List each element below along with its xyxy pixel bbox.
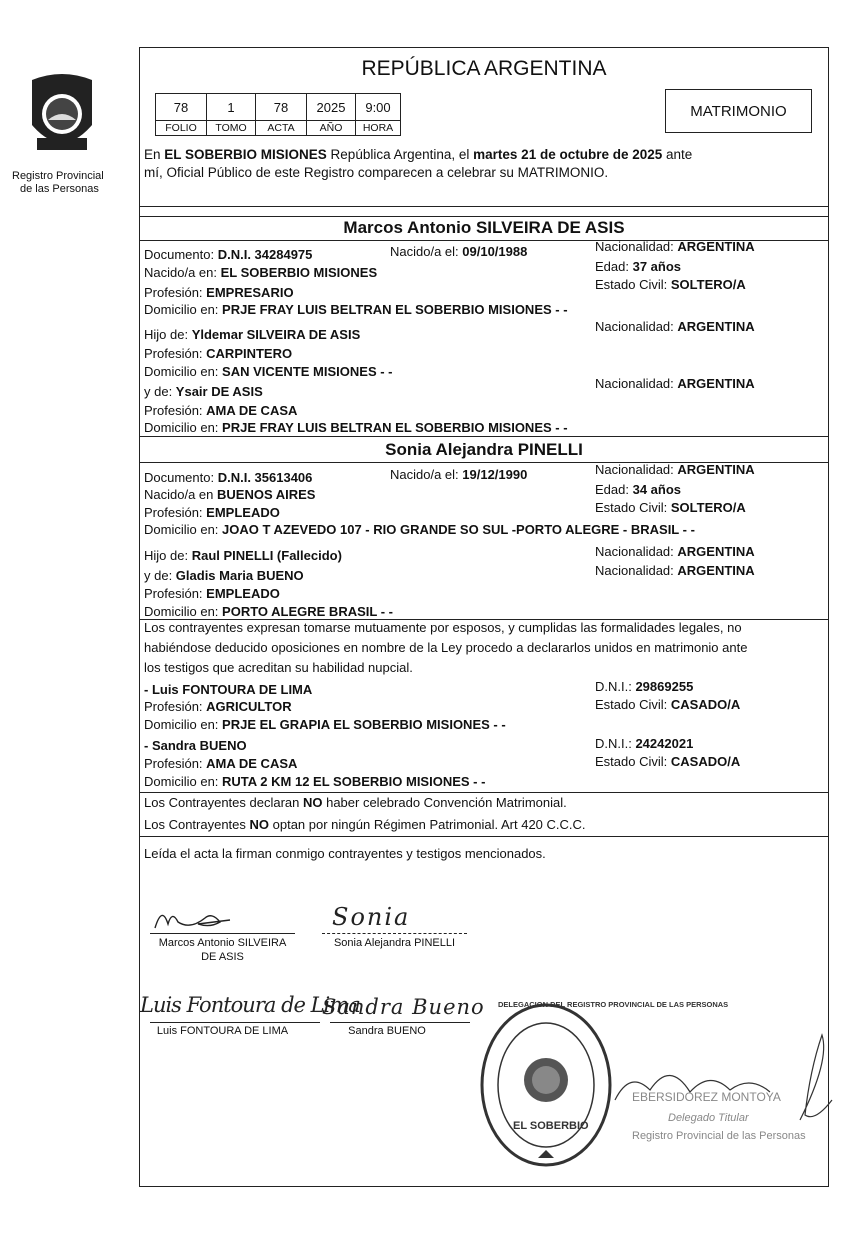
groom-address: Domicilio en: PRJE FRAY LUIS BELTRAN EL SOBERBIO MISIONES - - [144,302,568,317]
witness1-dni: D.N.I.: 29869255 [595,679,694,694]
official-title: Delegado Titular [668,1112,749,1124]
bride-nationality: Nacionalidad: ARGENTINA [595,462,755,477]
provincial-emblem-icon [22,70,102,165]
tomo-value: 1 [207,94,256,121]
signature-line [322,933,467,934]
declaration-line-1: Los contrayentes expresan tomarse mutuamente por esposos, y cumplidas las formalidades legales, no [144,620,742,635]
registry-table [155,93,401,136]
groom-mother: y de: Ysair DE ASIS [144,384,263,399]
groom-name-heading: Marcos Antonio SILVEIRA DE ASIS [343,218,625,237]
bride-mother-profession: Profesión: EMPLEADO [144,586,280,601]
groom-father-profession: Profesión: CARPINTERO [144,346,293,361]
witness1-signature-label: Luis FONTOURA DE LIMA [156,1025,289,1037]
official-org: Registro Provincial de las Personas [632,1130,806,1142]
groom-signature-label-1: Marcos Antonio SILVEIRA [158,937,287,949]
tomo-label: TOMO [207,121,256,136]
groom-mother-profession: Profesión: AMA DE CASA [144,403,298,418]
witness2-name: - Sandra BUENO [144,738,247,753]
bride-age: Edad: 34 años [595,482,682,497]
witness1-address: Domicilio en: PRJE EL GRAPIA EL SOBERBIO MISIONES - - [144,717,506,732]
convention-line: Los Contrayentes declaran NO haber celebrado Convención Matrimonial. [144,795,567,810]
bride-name-heading: Sonia Alejandra PINELLI [385,440,583,459]
registry-seal-icon [478,1000,614,1170]
witness2-civil-status: Estado Civil: CASADO/A [595,754,741,769]
witness1-handwritten-signature: Luis Fontoura de Lima [140,993,360,1017]
signature-line [150,1022,320,1023]
groom-age: Edad: 37 años [595,259,682,274]
groom-signature-icon [150,900,240,936]
groom-profession: Profesión: EMPRESARIO [144,285,294,300]
bride-signature-label: Sonia Alejandra PINELLI [333,937,456,949]
witness2-address: Domicilio en: RUTA 2 KM 12 EL SOBERBIO MISIONES - - [144,774,486,789]
witness2-profession: Profesión: AMA DE CASA [144,756,298,771]
witness1-civil-status: Estado Civil: CASADO/A [595,697,741,712]
hora-value: 9:00 [356,94,401,121]
anio-label: AÑO [307,121,356,136]
groom-nationality: Nacionalidad: ARGENTINA [595,239,755,254]
divider [139,216,829,217]
intro-text: República Argentina, el [326,147,474,162]
anio-value: 2025 [307,94,356,121]
witness2-dni: D.N.I.: 24242021 [595,736,694,751]
witness2-handwritten-signature: Sandra Bueno [322,995,485,1019]
bride-address: Domicilio en: JOAO T AZEVEDO 107 - RIO GRANDE SO SUL -PORTO ALEGRE - BRASIL - - [144,522,695,537]
intro-line-1 [144,147,692,162]
signature-line [150,933,295,934]
intro-text: En [144,147,165,162]
bride-handwritten-signature: Sonia [332,903,411,931]
page-title: REPÚBLICA ARGENTINA [361,57,607,80]
witness1-profession: Profesión: AGRICULTOR [144,699,292,714]
document-type-box: MATRIMONIO [665,89,812,133]
divider [139,206,829,207]
declaration-line-3: los testigos que acreditan su habilidad nupcial. [144,660,413,675]
folio-value: 78 [156,94,207,121]
intro-text: ante [662,147,693,162]
groom-mother-address: Domicilio en: PRJE FRAY LUIS BELTRAN EL SOBERBIO MISIONES - - [144,420,568,435]
witness2-signature-label: Sandra BUENO [348,1025,426,1037]
declaration-line-2: habiéndose deducido oposiciones en nombre de la Ley procedo a declararlos unidos en matrimonio ante [144,640,748,655]
bride-doc: Documento: D.N.I. 35613406 [144,470,313,485]
seal-ring-text: DELEGACION DEL REGISTRO PROVINCIAL DE LAS PERSONAS [498,1000,729,1009]
intro-line-2: mí, Oficial Público de este Registro comparecen a celebrar su MATRIMONIO. [144,165,609,180]
divider [139,792,829,793]
acta-label: ACTA [256,121,307,136]
divider [139,836,829,837]
bride-birth: Nacido/a el: 19/12/1990 [390,467,528,482]
logo-caption-1: Registro Provincial [12,170,104,182]
bride-civil-status: Estado Civil: SOLTERO/A [595,500,746,515]
groom-civil-status: Estado Civil: SOLTERO/A [595,277,746,292]
bride-mother-address: Domicilio en: PORTO ALEGRE BRASIL - - [144,604,393,619]
hora-label: HORA [356,121,401,136]
official-name: EBERSIDOREZ MONTOYA [632,1090,781,1104]
bride-father-nationality: Nacionalidad: ARGENTINA [595,544,755,559]
intro-date: martes 21 de octubre de 2025 [473,147,663,162]
folio-label: FOLIO [156,121,207,136]
registry-logo [22,70,102,165]
signature-line [330,1022,470,1023]
bride-father: Hijo de: Raul PINELLI (Fallecido) [144,548,342,563]
divider [139,436,829,437]
intro-place: EL SOBERBIO MISIONES [164,147,327,162]
groom-birth: Nacido/a el: 09/10/1988 [390,244,528,259]
groom-father: Hijo de: Yldemar SILVEIRA DE ASIS [144,327,361,342]
patrimonial-line: Los Contrayentes NO optan por ningún Régimen Patrimonial. Art 420 C.C.C. [144,817,586,832]
bride-born-in: Nacido/a en BUENOS AIRES [144,487,316,502]
bride-mother-nationality: Nacionalidad: ARGENTINA [595,563,755,578]
groom-doc: Documento: D.N.I. 34284975 [144,247,313,262]
bride-profession: Profesión: EMPLEADO [144,505,280,520]
logo-caption-2: de las Personas [20,183,99,195]
closing-text: Leída el acta la firman conmigo contrayentes y testigos mencionados. [144,846,546,861]
groom-signature-label-2: DE ASIS [201,951,244,963]
acta-value: 78 [256,94,307,121]
witness1-name: - Luis FONTOURA DE LIMA [144,682,313,697]
seal-inner-text: EL SOBERBIO [513,1120,589,1132]
groom-father-nationality: Nacionalidad: ARGENTINA [595,319,755,334]
groom-mother-nationality: Nacionalidad: ARGENTINA [595,376,755,391]
bride-mother: y de: Gladis Maria BUENO [144,568,304,583]
groom-born-in: Nacido/a en: EL SOBERBIO MISIONES [144,265,378,280]
groom-father-address: Domicilio en: SAN VICENTE MISIONES - - [144,364,393,379]
